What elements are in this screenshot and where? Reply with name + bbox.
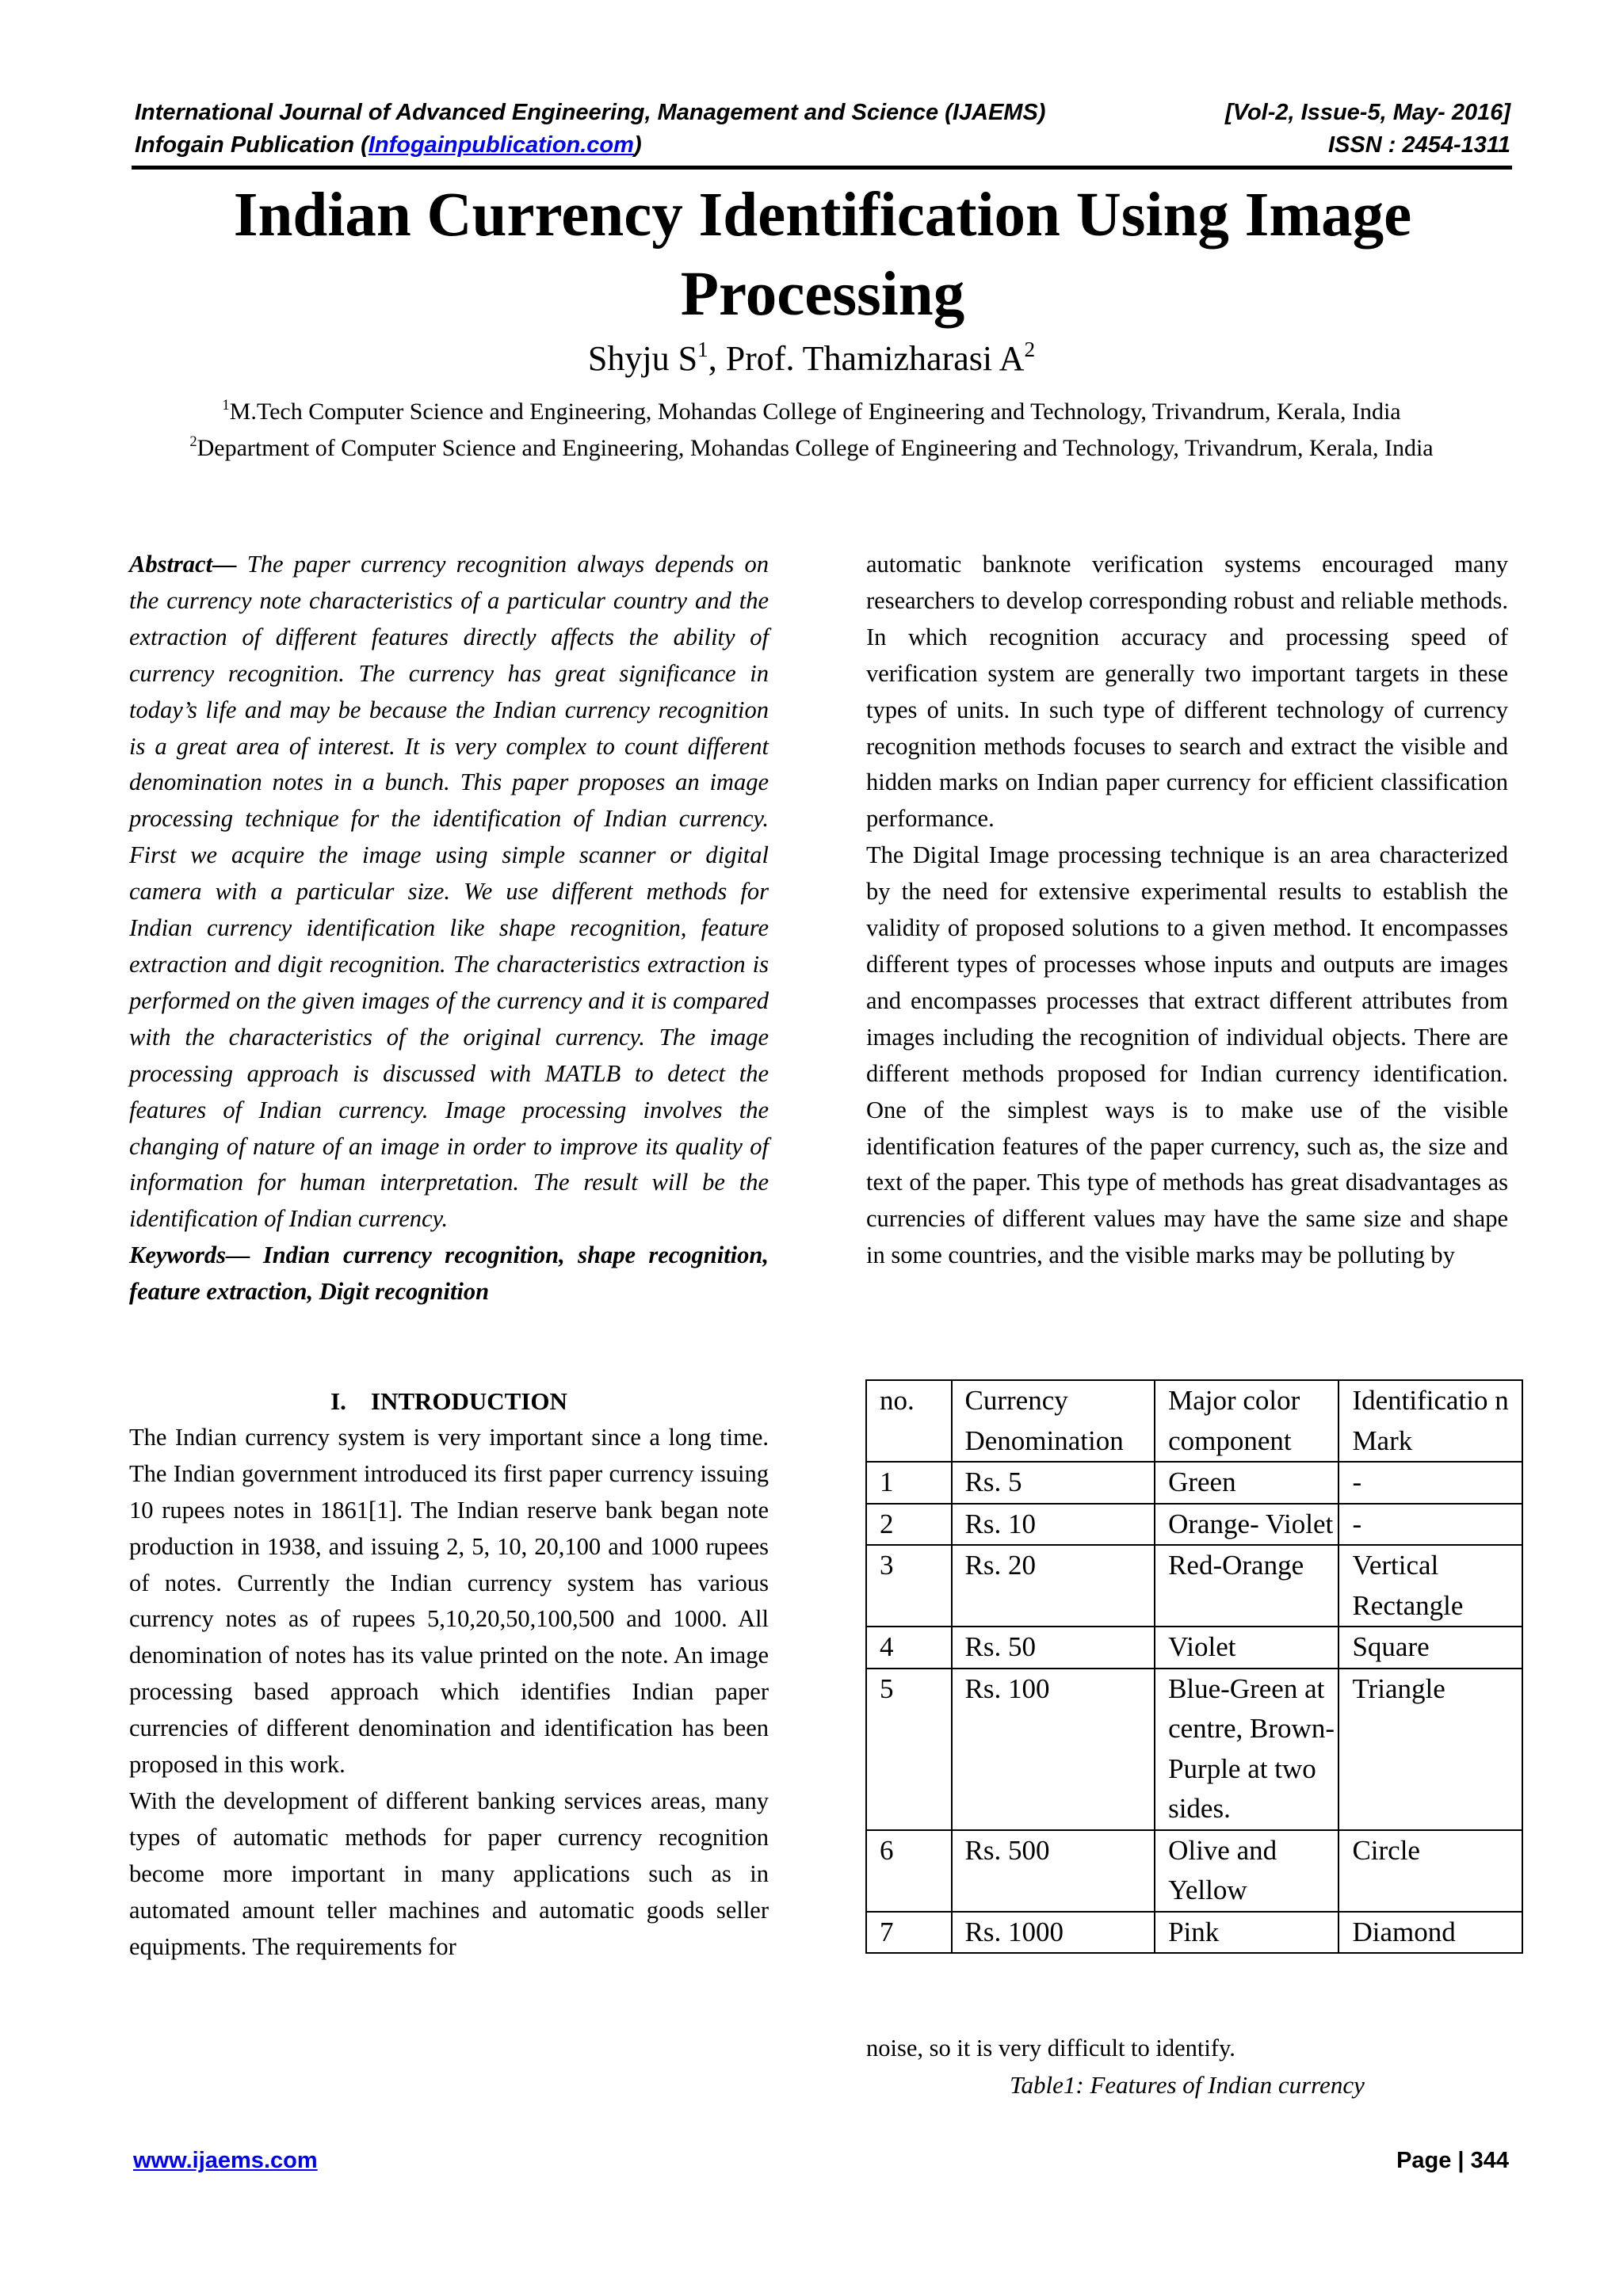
left-column [129,547,769,1966]
table-row [866,1669,1522,1830]
table-cell: Rs. 50 [952,1627,1155,1669]
section-heading-introduction: I. INTRODUCTION [330,1387,567,1416]
table-cell: Blue-Green at centre, Brown- Purple at two sides. [1155,1669,1338,1830]
right-paragraph-2: The Digital Image processing technique is an area characterized by the need for extensive experimental results to establish the validity of proposed solutions to a given method. It encompasses different types of processes whose inputs and outputs are images and encompasses processes that extract different attributes from images including the recognition of individual objects. There are different methods proposed for Indian currency identification. One of the simplest ways is to make use of the visible identification features of the paper currency, such as, the size and text of the paper. This type of methods has great disadvantages as currencies of different values may have the same size and shape in some countries, and the visible marks may be polluting by [866,841,1508,1269]
author-1-sup: 1 [697,337,708,361]
table-cell: Triangle [1338,1669,1522,1830]
volume-info: [Vol-2, Issue-5, May- 2016] [1225,100,1510,125]
table-cell: Diamond [1338,1912,1522,1954]
affiliation-2-text: Department of Computer Science and Engineering, Mohandas College of Engineering and Technology, Trivandrum, Kerala, India [197,435,1434,461]
table-cell: Orange- Violet [1155,1504,1338,1546]
table-cell: Rs. 500 [952,1830,1155,1912]
table-cell: Rs. 100 [952,1669,1155,1830]
table-header-cell: no. [866,1380,952,1462]
currency-features-table [865,1379,1523,1954]
table-row [866,1627,1522,1669]
page-footer [133,2143,1509,2178]
journal-website-link[interactable]: www.ijaems.com [133,2148,318,2173]
table-cell: Rs. 20 [952,1545,1155,1627]
table-cell: - [1338,1462,1522,1504]
right-paragraph-continuation: noise, so it is very difficult to identify. [866,2035,1235,2061]
author-separator: , [708,339,726,378]
intro-paragraph-2: With the development of different banking services areas, many types of automatic methods for paper currency recognition become more important in many applications such as in automated amount teller machines and automatic goods seller equipments. The requirements for [129,1787,769,1960]
table-cell: Violet [1155,1627,1338,1669]
affiliation-1-text: M.Tech Computer Science and Engineering, Mohandas College of Engineering and Technology, Trivandrum, Kerala, India [229,399,1401,425]
affiliation-2-sup: 2 [189,433,197,451]
right-column [866,547,1508,1274]
publisher-link[interactable]: Infogainpublication.com [368,132,634,158]
publisher-suffix: ) [633,132,642,158]
author-1: Shyju S [587,339,698,378]
table-cell: Green [1155,1462,1338,1504]
table-cell: 2 [866,1504,952,1546]
table-caption: Table1: Features of Indian currency [1010,2071,1365,2099]
author-2: Prof. Thamizharasi A [725,339,1025,378]
table-header-cell: Major color component [1155,1380,1338,1462]
abstract-text: The paper currency recognition always depends on the currency note characteristics of a particular country and the extraction of different features directly affects the ability of currency recognition. The currency has great significance in today’s life and may be because the Indian currency recognition is a great area of interest. It is very complex to count different denomination notes in a bunch. This paper proposes an image processing technique for the identification of Indian currency. First we acquire the image using simple scanner or digital camera with a particular size. We use different methods for Indian currency identification like shape recognition, feature extraction and digit recognition. The characteristics extraction is performed on the given images of the currency and it is compared with the characteristics of the original currency. The image processing approach is discussed with MATLB to detect the features of Indian currency. Image processing involves the changing of nature of an image in order to improve its quality of information for human interpretation. The result will be the identification of Indian currency. [129,551,769,1233]
table-row [866,1462,1522,1504]
running-header [135,97,1510,162]
table-row [866,1504,1522,1546]
table-row [866,1830,1522,1912]
table-cell: 7 [866,1912,952,1954]
table-row [866,1912,1522,1954]
keywords: Keywords— Indian currency recognition, shape recognition, feature extraction, Digit recognition [129,1241,769,1306]
affiliation-1-sup: 1 [222,397,230,414]
table-header-cell: Identificatio n Mark [1338,1380,1522,1462]
table-cell: Olive and Yellow [1155,1830,1338,1912]
affiliations [119,394,1504,467]
table-cell: 5 [866,1669,952,1830]
table-row [866,1545,1522,1627]
abstract [129,547,769,1238]
journal-name: International Journal of Advanced Engineering, Management and Science (IJAEMS) [135,100,1046,125]
page-number: Page | 344 [1396,2148,1509,2173]
section-spacer [129,1310,769,1383]
right-paragraph-1: automatic banknote verification systems encouraged many researchers to develop corresponding robust and reliable methods. In which recognition accuracy and processing speed of verification system are generally two important targets in these types of units. In such type of different technology of currency recognition methods focuses to search and extract the visible and hidden marks on Indian paper currency for efficient classification performance. [866,551,1508,833]
publisher-line [135,129,642,162]
table-cell: Pink [1155,1912,1338,1954]
table-header-cell: Currency Denomination [952,1380,1155,1462]
table-cell: Rs. 1000 [952,1912,1155,1954]
table-cell: 6 [866,1830,952,1912]
table-header-row [866,1380,1522,1462]
abstract-label: Abstract— [129,551,237,578]
affiliation-2 [119,430,1504,467]
table-cell: - [1338,1504,1522,1546]
table-cell: 3 [866,1545,952,1627]
paper-title: Indian Currency Identification Using Image Processing [233,181,1412,329]
affiliation-1 [119,394,1504,430]
publisher-prefix: Infogain Publication ( [135,132,369,158]
author-2-sup: 2 [1024,337,1036,361]
table-cell: Vertical Rectangle [1338,1545,1522,1627]
table-cell: Circle [1338,1830,1522,1912]
issn: ISSN : 2454-1311 [1328,132,1510,158]
table-cell: 4 [866,1627,952,1669]
table-cell: Red-Orange [1155,1545,1338,1627]
table-cell: Rs. 5 [952,1462,1155,1504]
header-divider [132,166,1512,170]
table-cell: 1 [866,1462,952,1504]
intro-paragraph-1: The Indian currency system is very important since a long time. The Indian government introduced its first paper currency issuing 10 rupees notes in 1861[1]. The Indian reserve bank began note production in 1938, and issuing 2, 5, 10, 20,100 and 1000 rupees of notes. Currently the Indian currency system has various currency notes as of rupees 5,10,20,50,100,500 and 1000. All denomination of notes has its value printed on the note. An image processing based approach which identifies Indian paper currencies of different denomination and identification has been proposed in this work. [129,1423,769,1779]
table-cell: Rs. 10 [952,1504,1155,1546]
authors [0,337,1623,381]
table-cell: Square [1338,1627,1522,1669]
